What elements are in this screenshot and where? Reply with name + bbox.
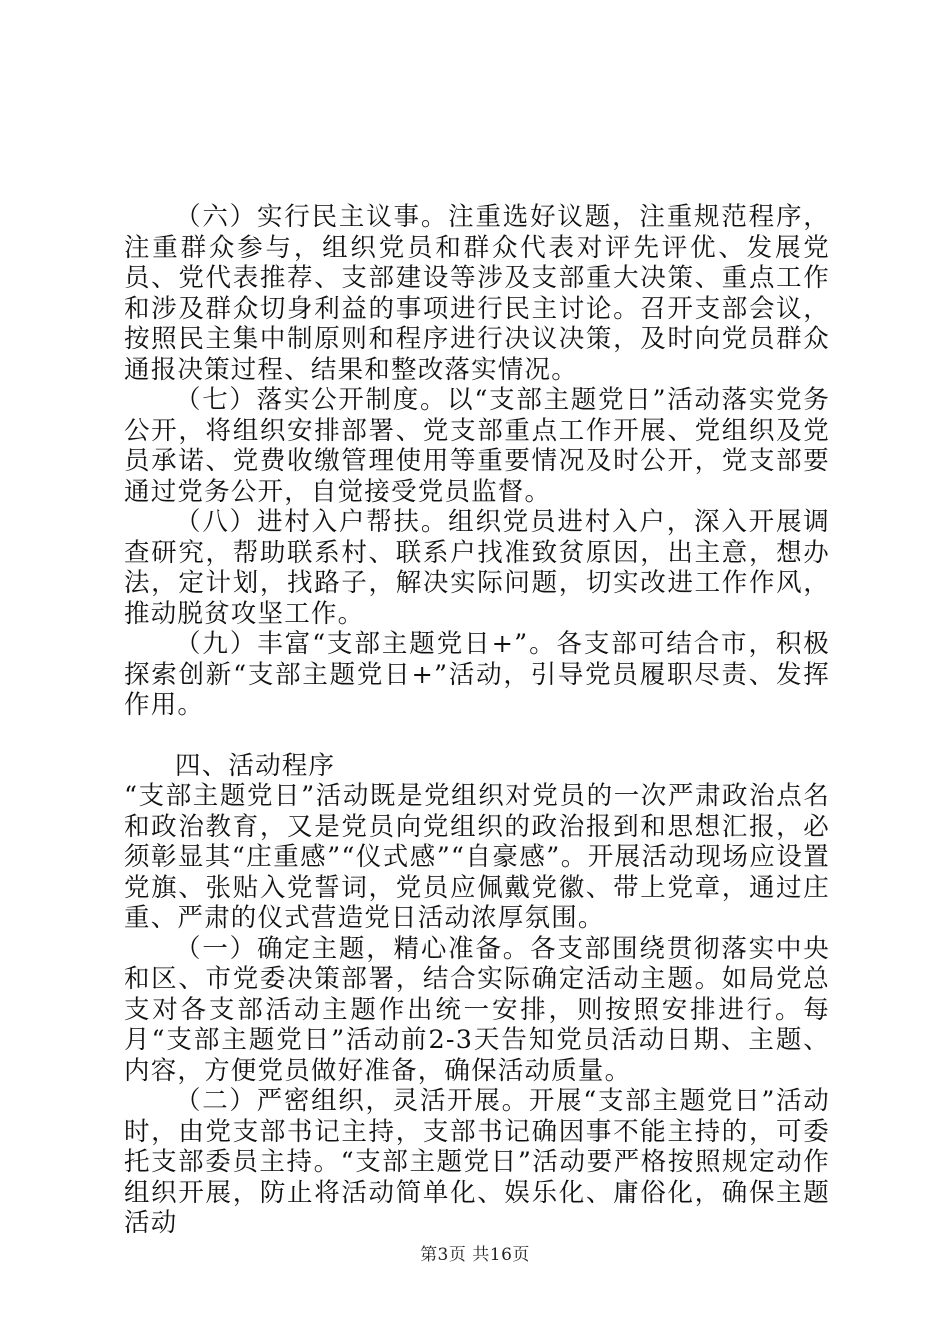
paragraph-enrich-theme-day: （九）丰富“支部主题党日+”。各支部可结合市，积极探索创新“支部主题党日+”活动，引导党员履职尽责、发挥作用。 — [124, 629, 830, 720]
paragraph-village-assistance: （八）进村入户帮扶。组织党员进村入户，深入开展调查研究，帮助联系村、联系户找准致贫原因，出主意，想办法，定计划，找路子，解决实际问题，切实改进工作作风，推动脱贫攻坚工作。 — [124, 507, 830, 629]
paragraph-disclosure-system: （七）落实公开制度。以“支部主题党日”活动落实党务公开，将组织安排部署、党支部重点工作开展、党组织及党员承诺、党费收缴管理使用等重要情况及时公开，党支部要通过党务公开，自觉接受党员监督。 — [124, 385, 830, 507]
page-footer: 第3页 共16页 — [420, 1245, 530, 1265]
document-body — [124, 202, 830, 1239]
paragraph-democratic-deliberation: （六）实行民主议事。注重选好议题，注重规范程序，注重群众参与，组织党员和群众代表对评先评优、发展党员、党代表推荐、支部建设等涉及支部重大决策、重点工作和涉及群众切身利益的事项进行民主讨论。召开支部会议，按照民主集中制原则和程序进行决议决策，及时向党员群众通报决策过程、结果和整改落实情况。 — [124, 202, 830, 385]
paragraph-procedure-intro: “支部主题党日”活动既是党组织对党员的一次严肃政治点名和政治教育，又是党员向党组织的政治报到和思想汇报，必须彰显其“庄重感”“仪式感”“自豪感”。开展活动现场应设置党旗、张贴入党誓词，党员应佩戴党徽、带上党章，通过庄重、严肃的仪式营造党日活动浓厚氛围。 — [124, 781, 830, 933]
paragraph-strict-organization: （二）严密组织，灵活开展。开展“支部主题党日”活动时，由党支部书记主持，支部书记确因事不能主持的，可委托支部委员主持。“支部主题党日”活动要严格按照规定动作组织开展，防止将活动简单化、娱乐化、庸俗化，确保主题活动 — [124, 1086, 830, 1238]
section-heading-activity-procedure: 四、活动程序 — [175, 750, 336, 781]
paragraph-determine-theme: （一）确定主题，精心准备。各支部围绕贯彻落实中央和区、市党委决策部署，结合实际确定活动主题。如局党总支对各支部活动主题作出统一安排，则按照安排进行。每月“支部主题党日”活动前2-3天告知党员活动日期、主题、内容，方便党员做好准备，确保活动质量。 — [124, 933, 830, 1086]
